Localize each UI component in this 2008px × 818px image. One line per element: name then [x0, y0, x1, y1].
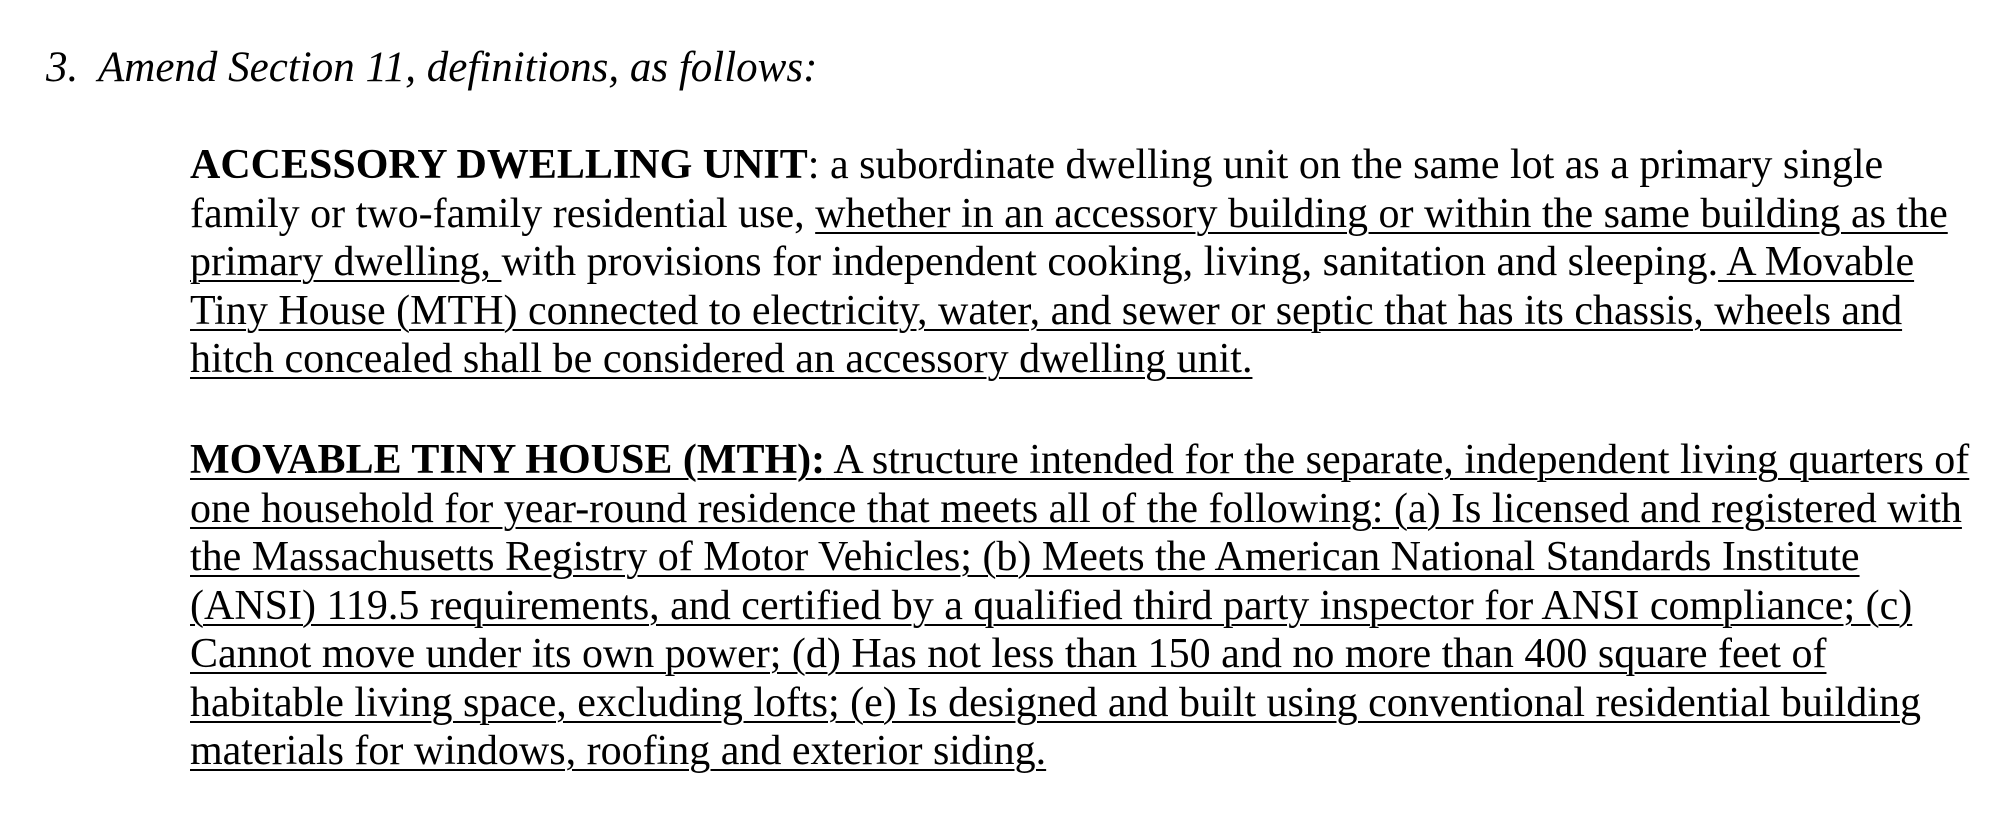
- definition-term-suffix: :: [807, 142, 820, 188]
- inserted-text: A Movable Tiny House (MTH) connected to electricity, water, and sewer or septic that has its chassis, wheels and hitch concealed shall be considered an accessory dwelling unit.: [190, 239, 1915, 382]
- definition-term: ACCESSORY DWELLING UNIT: [190, 142, 808, 188]
- item-number: 3.: [46, 44, 79, 91]
- definition-text: a subordinate dwelling unit on the same lot as a primary single family or two-family residential use,: [190, 142, 1884, 237]
- definition-movable-tiny-house: [190, 436, 1970, 776]
- inserted-text: whether in an accessory building or within the same building as the primary dwelling,: [190, 190, 1948, 285]
- definition-accessory-dwelling-unit: [190, 141, 1970, 384]
- definition-text: A structure intended for the separate, independent living quarters of one household for year-round residence that meets all of the following: (a) Is licensed and registered with the Massachusetts Registry of Motor Vehicles; (b) Meets the American National Standards Institute (ANSI) 119.5 requirements, and certified by a qualified third party inspector for ANSI compliance; (c) Cannot move under its own power; (d) Has not less than 150 and no more than 400 square feet of habitable living space, excluding lofts; (e) Is designed and built using conventional residential building materials for windows, roofing and exterior siding.: [190, 437, 1970, 774]
- definition-term: MOVABLE TINY HOUSE (MTH):: [190, 437, 826, 483]
- amendment-item-heading: [46, 40, 817, 96]
- definition-text: with provisions for independent cooking, living, sanitation and sleeping.: [501, 239, 1719, 285]
- item-heading-text: Amend Section 11, definitions, as follows:: [98, 44, 818, 91]
